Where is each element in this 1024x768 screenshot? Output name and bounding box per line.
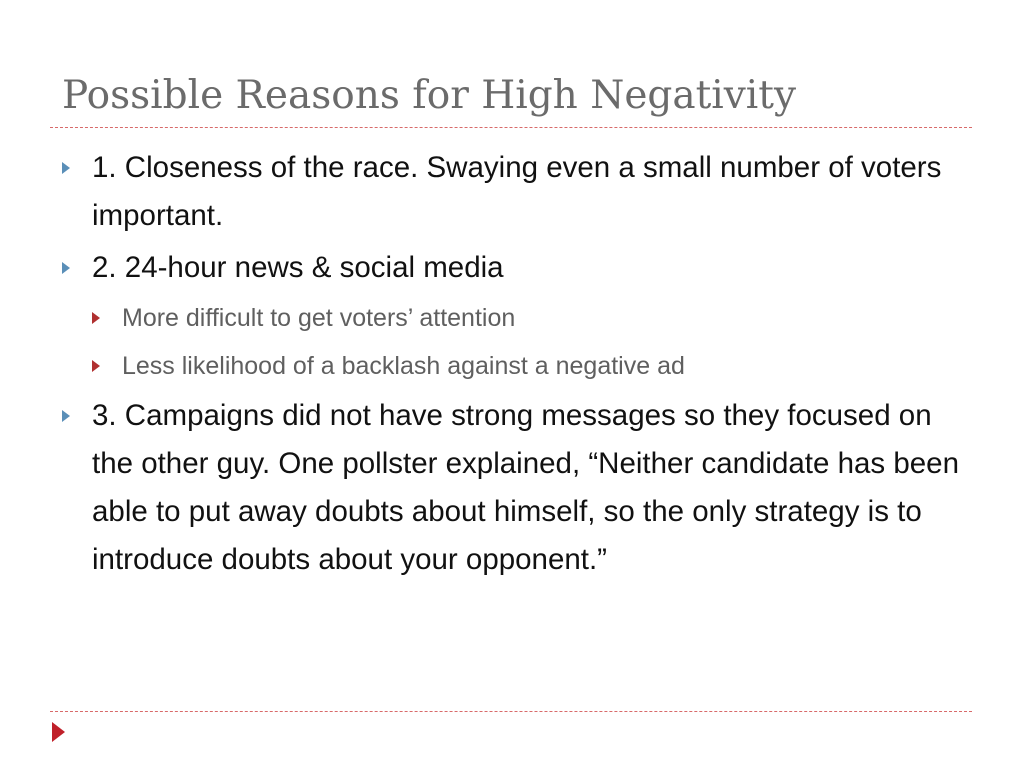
sub-bullet-text: More difficult to get voters’ attention — [122, 304, 516, 332]
title-divider — [50, 127, 972, 128]
red-triangle-icon — [52, 722, 65, 742]
slide-title: Possible Reasons for High Negativity — [62, 73, 796, 118]
bullet-text: 3. Campaigns did not have strong messages so they focused on the other guy. One pollster explained, “Neither candidate has been able to put away doubts about himself, so the only strategy is to introduce doubts about your opponent.” — [92, 399, 959, 576]
bullet-text: 1. Closeness of the race. Swaying even a small number of voters important. — [92, 151, 942, 232]
bullet-item — [62, 144, 967, 240]
bullet-arrow-icon — [62, 262, 70, 274]
bullet-item — [62, 244, 967, 292]
sub-bullet-item — [92, 344, 967, 388]
bullet-arrow-icon — [62, 410, 70, 422]
bullet-list — [62, 144, 967, 588]
sub-bullet-arrow-icon — [92, 312, 100, 324]
footer-divider — [50, 711, 972, 712]
bullet-item — [62, 392, 967, 584]
bullet-text: 2. 24-hour news & social media — [92, 251, 504, 284]
sub-bullet-item — [92, 296, 967, 340]
bullet-arrow-icon — [62, 162, 70, 174]
sub-bullet-text: Less likelihood of a backlash against a negative ad — [122, 352, 685, 380]
sub-bullet-arrow-icon — [92, 360, 100, 372]
